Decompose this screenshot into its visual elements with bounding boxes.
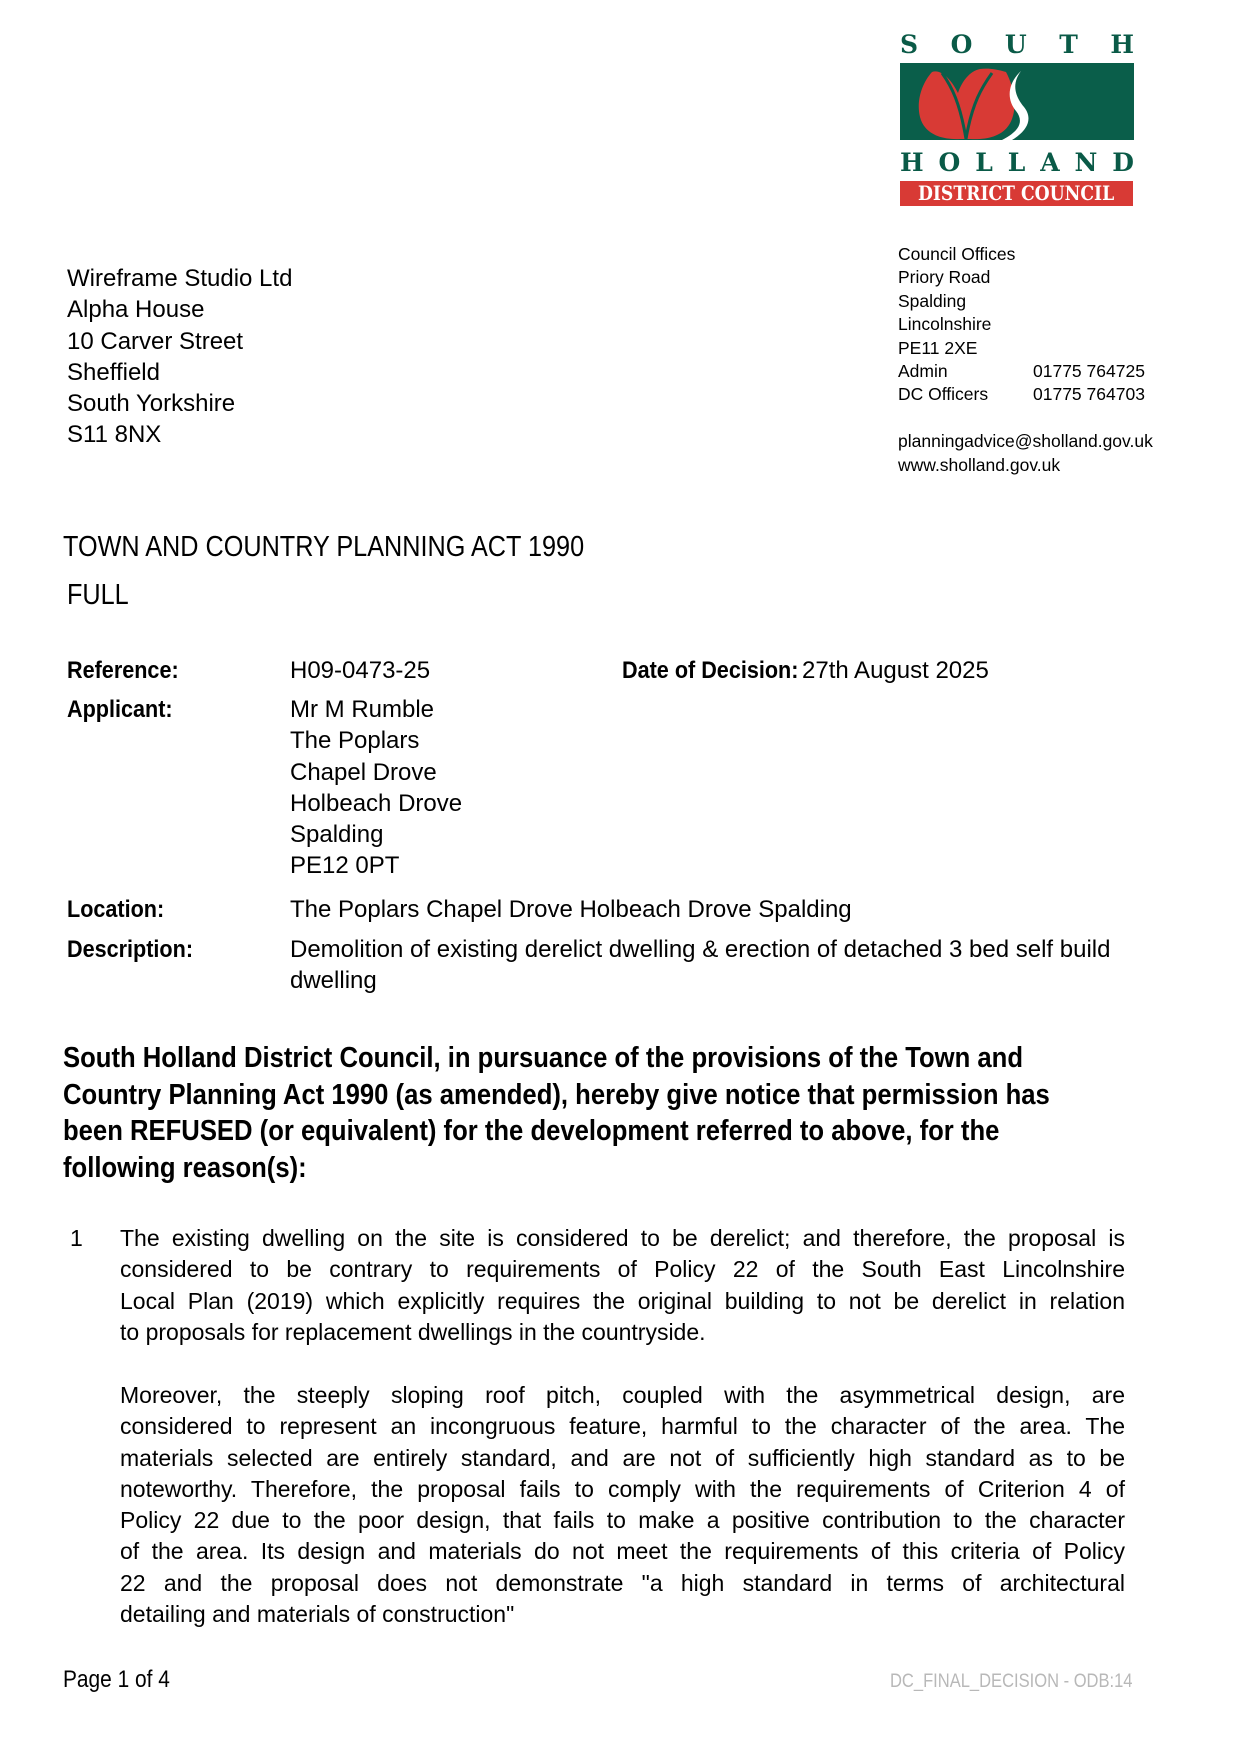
reason-number: 1 [70,1225,83,1251]
description-label [67,934,207,965]
description-line: dwelling [290,967,377,995]
reference-label [67,655,191,686]
recipient-line: Sheffield [67,358,160,386]
council-address-line: PE11 2XE [898,337,978,358]
application-type-text: FULL [67,579,129,611]
application-type-title [67,578,138,612]
logo-banner-text: DISTRICT COUNCIL [918,181,1115,205]
logo-letter: O [938,148,961,177]
logo-letter: L [1007,148,1026,177]
logo-letter: N [1074,148,1098,177]
logo-south-text [900,32,1134,57]
act-title [63,530,662,564]
reason-paragraph [120,1380,1125,1630]
logo-letter: S [900,30,919,59]
logo-letter: H [1110,30,1134,59]
label-text: Reference: [67,657,179,684]
page-number [63,1665,186,1695]
applicant-line: Chapel Drove [290,758,437,786]
reason-line: detailing and materials of construction" [120,1601,515,1628]
document-code-text: DC_FINAL_DECISION - ODB:14 [890,1671,1133,1692]
council-email[interactable]: planningadvice@sholland.gov.uk [898,431,1153,452]
phone-number: 01775 764703 [1033,384,1145,405]
document-code [890,1670,1169,1694]
logo-letter: A [1040,148,1060,177]
reason-line: The existing dwelling on the site is considered to be derelict; and therefore, the proposal is [120,1225,1125,1251]
recipient-line: Wireframe Studio Ltd [67,265,293,292]
logo-letter: H [900,148,924,177]
label-text: Description: [67,936,194,963]
location-label [67,894,175,925]
act-title-text: TOWN AND COUNTRY PLANNING ACT 1990 [63,531,585,563]
reason-line: Moreover, the steeply sloping roof pitch, coupled with the asymmetrical design, are [120,1382,1125,1408]
council-address-line: Priory Road [898,267,991,288]
council-address-line: Council Offices [898,244,1016,264]
applicant-value [290,694,462,882]
logo-holland-text [900,150,1134,175]
applicant-label [67,694,184,725]
council-logo [900,30,1134,208]
label-text: Applicant: [67,696,173,723]
notice-line: Country Planning Act 1990 (as amended), hereby give notice that permission has [63,1078,1050,1111]
description-line: Demolition of existing derelict dwelling & erection of detached 3 bed self build [290,936,1111,963]
logo-letter: T [1059,30,1078,59]
page-number-text: Page 1 of 4 [63,1666,170,1693]
applicant-line: PE12 0PT [290,852,400,880]
logo-letter: O [950,30,973,59]
date-of-decision-label [622,655,818,686]
applicant-line: Spalding [290,821,384,849]
council-contact-block [898,243,1153,477]
reason-line: of the area. Its design and materials do not meet the requirements of this criteria of Policy [120,1538,1125,1565]
notice-line: South Holland District Council, in pursuance of the provisions of the Town and [63,1042,1024,1074]
label-text: Location: [67,896,165,923]
council-address-line: Spalding [898,290,967,311]
logo-district-council-banner [900,181,1133,206]
logo-letter: L [975,148,993,177]
recipient-address [67,263,292,451]
applicant-line: Mr M Rumble [290,696,435,723]
tulip-emblem-icon [900,63,1134,140]
recipient-line: 10 Carver Street [67,327,244,355]
reference-value: H09-0473-25 [290,657,431,684]
council-website[interactable]: www.sholland.gov.uk [898,454,1061,475]
description-value [290,934,1110,997]
phone-label: DC Officers [898,384,989,405]
refusal-notice [63,1040,1123,1186]
reason-line: Policy 22 due to the poor design, that fails to make a positive contribution to the character [120,1507,1125,1534]
notice-line: been REFUSED (or equivalent) for the development referred to above, for the [63,1115,1000,1147]
notice-line: following reason(s): [63,1151,307,1184]
date-of-decision-value: 27th August 2025 [802,657,989,684]
reason-line: materials selected are entirely standard, and are not of sufficiently high standard as to be [120,1444,1125,1471]
council-address-line: Lincolnshire [898,314,992,335]
recipient-line: Alpha House [67,296,205,324]
phone-dc-officers [898,383,1153,406]
reason-line: to proposals for replacement dwellings in the countryside. [120,1318,706,1345]
recipient-line: South Yorkshire [67,390,236,418]
applicant-line: Holbeach Drove [290,789,463,817]
logo-letter: U [1004,30,1027,59]
reason-line: considered to be contrary to requirements of Policy 22 of the South East Lincolnshire [120,1256,1125,1283]
logo-letter: D [1112,148,1134,177]
label-text: Date of Decision: [622,657,799,684]
reason-line: considered to represent an incongruous feature, harmful to the character of the area. The [120,1413,1125,1440]
phone-admin [898,360,1153,383]
reason-line: 22 and the proposal does not demonstrate "a high standard in terms of architectural [120,1569,1125,1596]
reason-paragraph [120,1223,1125,1348]
phone-label: Admin [898,361,948,382]
reason-line: Local Plan (2019) which explicitly requires the original building to not be derelict in relation [120,1287,1125,1314]
reason-line: noteworthy. Therefore, the proposal fails to comply with the requirements of Criterion 4 of [120,1475,1125,1502]
location-value: The Poplars Chapel Drove Holbeach Drove Spalding [290,896,852,923]
phone-number: 01775 764725 [1033,361,1145,382]
applicant-line: The Poplars [290,727,420,755]
recipient-line: S11 8NX [67,421,162,449]
